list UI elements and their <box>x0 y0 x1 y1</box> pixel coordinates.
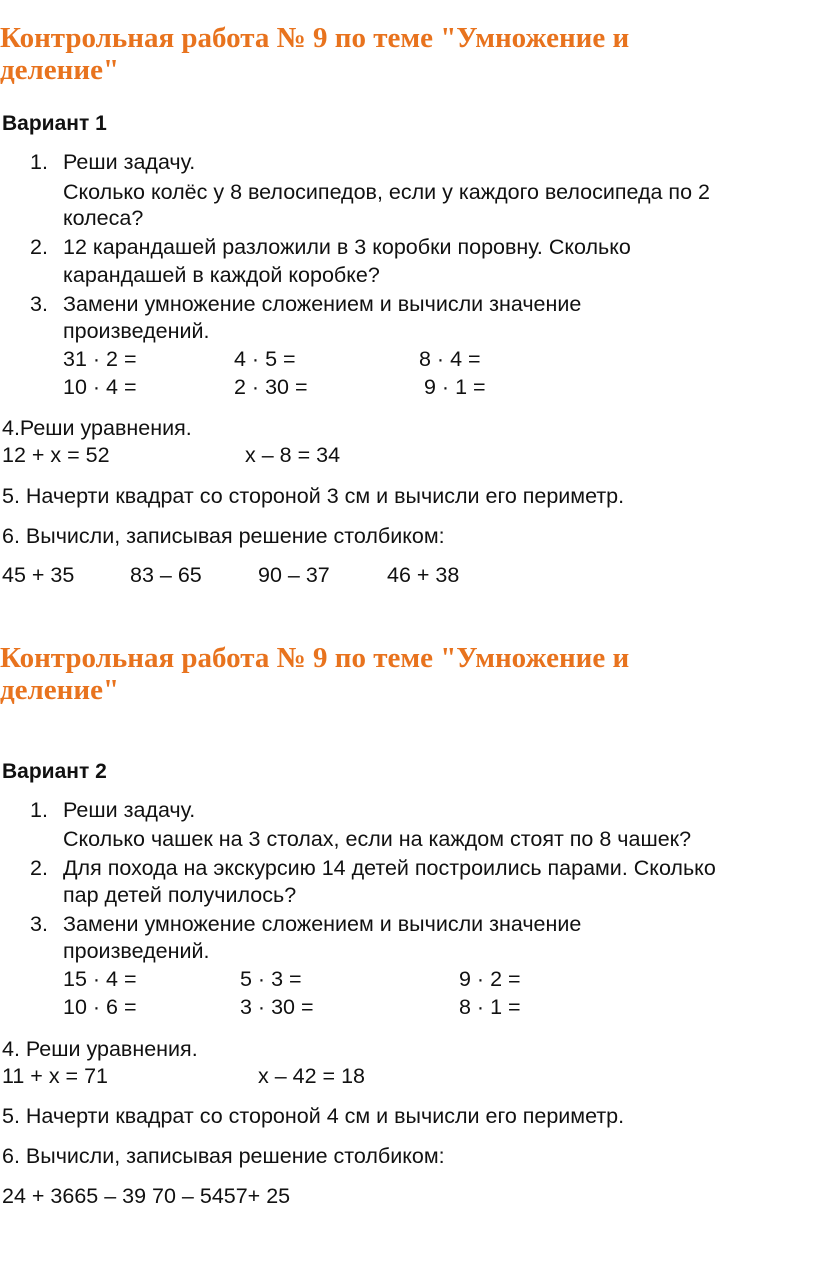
v1-task1-line2: Сколько колёс у 8 велосипедов, если у каждого велосипеда по 2 <box>63 180 710 204</box>
v2-task2-line2: пар детей получилось? <box>63 883 297 907</box>
v2-expr-6: 8 · 1 = <box>459 995 521 1019</box>
v1-task3-line2: произведений. <box>63 319 210 343</box>
v1-title-line1: Контрольная работа № 9 по теме "Умножение и <box>0 22 630 54</box>
v1-title <box>0 22 800 86</box>
v2-task4-heading: 4. Реши уравнения. <box>2 1037 198 1061</box>
v2-task3-line1: Замени умножение сложением и вычисли значение <box>63 912 582 936</box>
v1-equation-2: x – 8 = 34 <box>245 443 341 467</box>
v2-task5: 5. Начерти квадрат со стороной 4 см и вычисли его периметр. <box>2 1104 625 1128</box>
v1-task2-number: 2. <box>30 235 48 259</box>
v2-expr-1: 15 · 4 = <box>63 967 137 991</box>
v1-task6: 6. Вычисли, записывая решение столбиком: <box>2 524 445 548</box>
v1-equation-1: 12 + x = 52 <box>2 443 110 467</box>
v1-expr-2: 4 · 5 = <box>234 347 296 371</box>
v2-task1-number: 1. <box>30 798 48 822</box>
v1-task4-heading: 4.Реши уравнения. <box>2 416 192 440</box>
v2-task3-number: 3. <box>30 912 48 936</box>
v1-title-line2: деление" <box>0 54 120 86</box>
v2-task2-number: 2. <box>30 856 48 880</box>
v2-task1-line1: Реши задачу. <box>63 798 196 822</box>
v1-expr-5: 2 · 30 = <box>234 375 308 399</box>
v1-column-2: 83 – 65 <box>130 563 202 587</box>
v1-task3-line1: Замени умножение сложением и вычисли значение <box>63 292 582 316</box>
v2-title-line2: деление" <box>0 674 120 706</box>
v1-task1-number: 1. <box>30 150 48 174</box>
v2-title-line1: Контрольная работа № 9 по теме "Умножение и <box>0 642 630 674</box>
v1-task5: 5. Начерти квадрат со стороной 3 см и вычисли его периметр. <box>2 484 625 508</box>
v2-equation-2: x – 42 = 18 <box>258 1064 365 1088</box>
v1-column-4: 46 + 38 <box>387 563 460 587</box>
v1-expr-1: 31 · 2 = <box>63 347 137 371</box>
v1-expr-4: 10 · 4 = <box>63 375 137 399</box>
v1-task3-number: 3. <box>30 292 48 316</box>
v2-task2-line1: Для похода на экскурсию 14 детей построились парами. Сколько <box>63 856 716 880</box>
v2-expr-4: 10 · 6 = <box>63 995 137 1019</box>
v2-equation-1: 11 + x = 71 <box>2 1064 108 1088</box>
v2-variant-heading: Вариант 2 <box>2 760 107 783</box>
v2-task6: 6. Вычисли, записывая решение столбиком: <box>2 1144 445 1168</box>
v1-expr-3: 8 · 4 = <box>419 347 481 371</box>
v2-task1-line2: Сколько чашек на 3 столах, если на каждом стоят по 8 чашек? <box>63 827 692 851</box>
v1-task2-line2: карандашей в каждой коробке? <box>63 263 380 287</box>
v1-task1-line1: Реши задачу. <box>63 150 196 174</box>
v1-task2-line1: 12 карандашей разложили в 3 коробки поровну. Сколько <box>63 235 631 259</box>
v2-title <box>0 642 800 706</box>
v1-column-1: 45 + 35 <box>2 563 75 587</box>
v2-task3-line2: произведений. <box>63 939 210 963</box>
v1-variant-heading: Вариант 1 <box>2 112 107 135</box>
v1-column-3: 90 – 37 <box>258 563 330 587</box>
v2-expr-2: 5 · 3 = <box>240 967 302 991</box>
v2-expr-5: 3 · 30 = <box>240 995 314 1019</box>
v1-expr-6: 9 · 1 = <box>424 375 486 399</box>
v2-columns: 24 + 3665 – 39 70 – 5457+ 25 <box>2 1184 291 1208</box>
v1-task1-line3: колеса? <box>63 206 144 230</box>
v2-expr-3: 9 · 2 = <box>459 967 521 991</box>
